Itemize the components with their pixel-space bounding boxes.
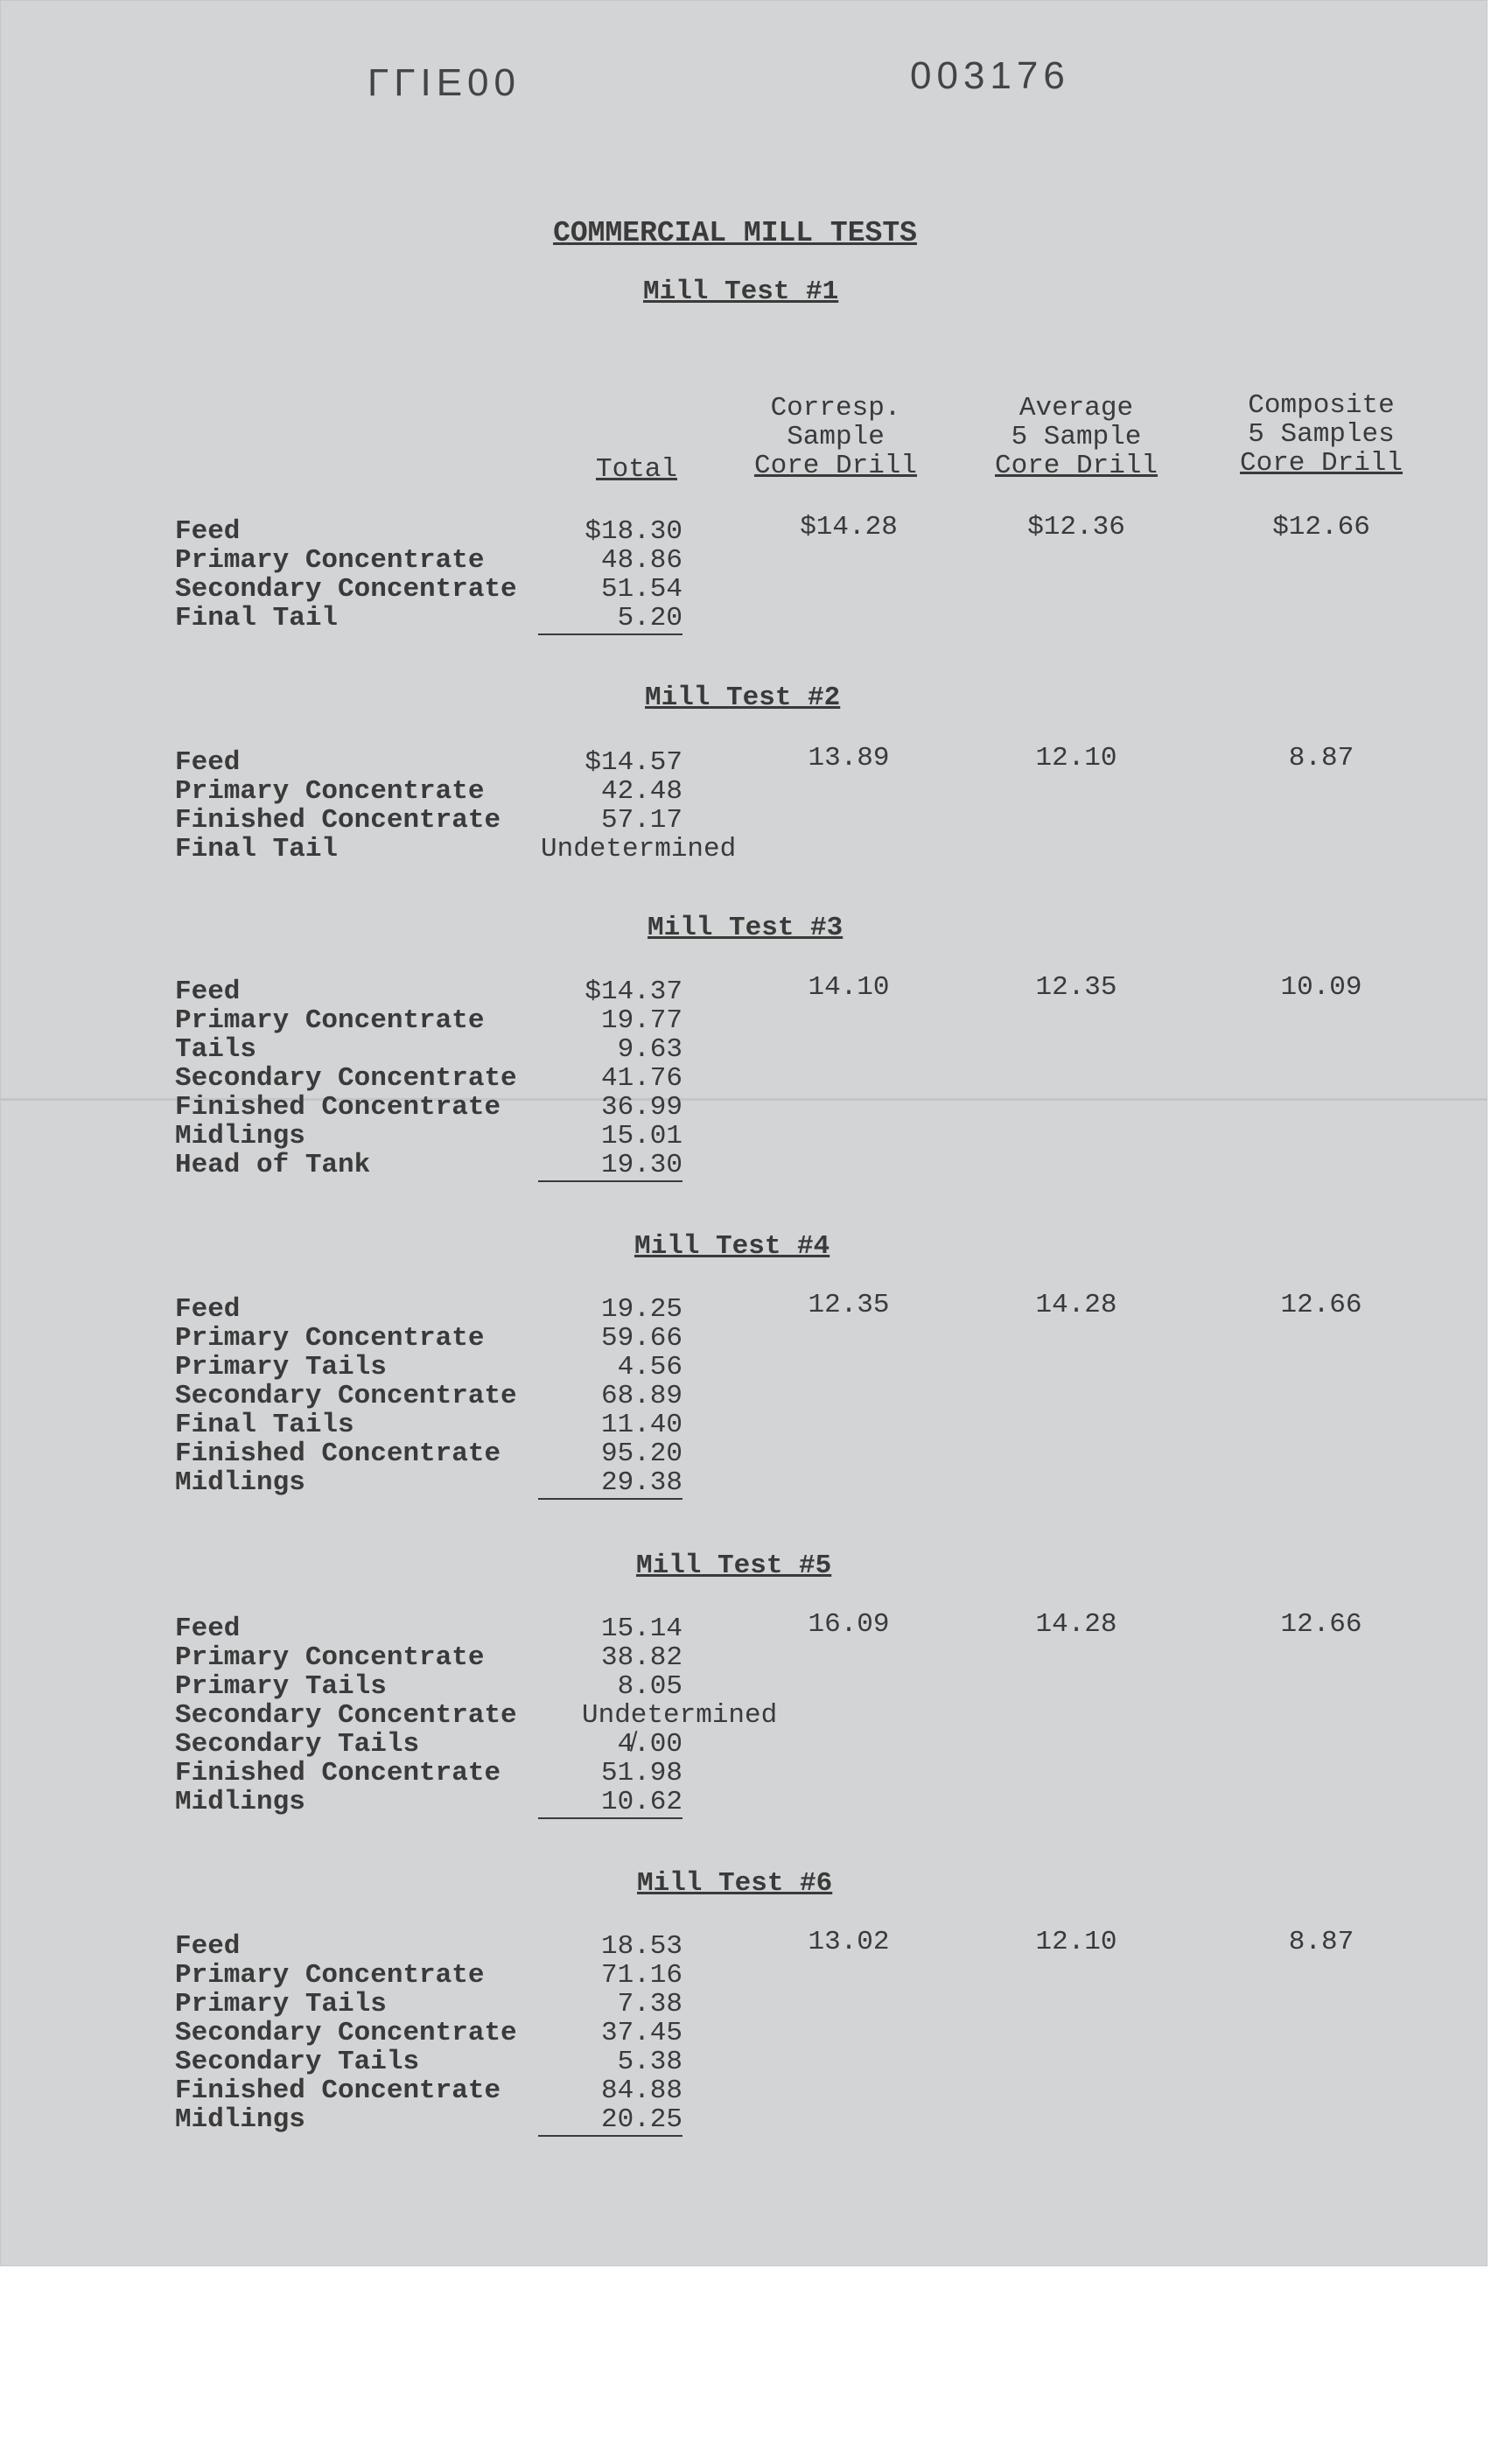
page-title: COMMERCIAL MILL TESTS <box>553 217 917 249</box>
row-total: 48.86 <box>600 545 682 576</box>
row-total: $14.57 <box>584 747 682 778</box>
row-label: Primary Concentrate <box>175 545 485 576</box>
value-average: $12.36 <box>1027 512 1125 542</box>
row-label: Primary Concentrate <box>175 1960 485 1991</box>
row-label: Feed <box>175 1294 241 1325</box>
row-total: 41.76 <box>600 1063 682 1094</box>
row-total: 9.63 <box>617 1034 682 1065</box>
column-header-average: Average 5 Sample Core Drill <box>994 393 1158 481</box>
row-label: Primary Concentrate <box>175 776 485 807</box>
row-total: 68.89 <box>600 1381 682 1411</box>
row-label: Head of Tank <box>175 1150 371 1180</box>
value-composite: 10.09 <box>1280 972 1362 1003</box>
row-label: Primary Concentrate <box>175 1323 485 1354</box>
value-average: 12.35 <box>1035 972 1117 1003</box>
row-total: 20.25 <box>538 2104 682 2137</box>
value-average: 14.28 <box>1035 1609 1117 1640</box>
row-total: 36.99 <box>600 1092 682 1123</box>
row-total: 84.88 <box>600 2076 682 2106</box>
row-label: Finished Concentrate <box>175 1092 501 1123</box>
value-composite: 12.66 <box>1280 1609 1362 1640</box>
row-label: Secondary Concentrate <box>175 1381 517 1411</box>
row-total: 4.56 <box>617 1352 682 1382</box>
stamp-number-left: ΓΓΙΕ00 <box>368 61 521 104</box>
column-header-composite: Composite 5 Samples Core Drill <box>1239 390 1404 479</box>
mill-test-heading: Mill Test #6 <box>637 1868 833 1899</box>
row-label: Midlings <box>175 1467 305 1498</box>
row-total: 19.30 <box>538 1150 682 1182</box>
mill-test-heading: Mill Test #4 <box>634 1231 830 1262</box>
value-corresp: 13.02 <box>808 1927 890 1957</box>
value-composite: 8.87 <box>1288 743 1354 774</box>
row-label: Primary Concentrate <box>175 1005 485 1036</box>
value-composite: $12.66 <box>1272 512 1370 542</box>
row-label: Secondary Tails <box>175 1729 420 1760</box>
row-label: Secondary Concentrate <box>175 574 517 605</box>
row-label: Midlings <box>175 2104 305 2135</box>
row-total: 15.14 <box>600 1614 682 1644</box>
row-label: Secondary Concentrate <box>175 1063 517 1094</box>
row-label: Feed <box>175 516 241 547</box>
row-total: 8.05 <box>617 1671 682 1702</box>
row-total: Undetermined <box>582 1700 778 1731</box>
mill-test-heading: Mill Test #2 <box>645 682 841 713</box>
row-label: Feed <box>175 1931 241 1962</box>
row-total: 5.20 <box>538 603 682 635</box>
row-label: Primary Concentrate <box>175 1642 485 1673</box>
row-total: 10.62 <box>538 1787 682 1819</box>
row-total: 19.25 <box>600 1294 682 1325</box>
mill-test-heading: Mill Test #1 <box>643 276 839 307</box>
row-total: 7.38 <box>617 1989 682 2020</box>
value-composite: 8.87 <box>1288 1927 1354 1957</box>
row-total: 38.82 <box>600 1642 682 1673</box>
column-header-corresp: Corresp. Sample Core Drill <box>753 393 918 481</box>
row-total: 59.66 <box>600 1323 682 1354</box>
value-average: 12.10 <box>1035 1927 1117 1957</box>
stamp-number-right: 003176 <box>910 54 1070 97</box>
row-label: Midlings <box>175 1787 305 1817</box>
row-label: Finished Concentrate <box>175 805 501 836</box>
row-total: 51.54 <box>600 574 682 605</box>
row-total: 5.38 <box>617 2047 682 2077</box>
row-label: Tails <box>175 1034 257 1065</box>
row-total: 71.16 <box>600 1960 682 1991</box>
row-label: Secondary Tails <box>175 2047 420 2077</box>
row-label: Primary Tails <box>175 1352 387 1382</box>
value-average: 12.10 <box>1035 743 1117 774</box>
row-label: Primary Tails <box>175 1989 387 2020</box>
row-label: Secondary Concentrate <box>175 1700 517 1731</box>
row-total: 51.98 <box>600 1758 682 1788</box>
row-total: 29.38 <box>538 1467 682 1500</box>
row-total: Undetermined <box>541 834 737 864</box>
row-total: 95.20 <box>600 1438 682 1469</box>
row-label: Feed <box>175 747 241 778</box>
row-total: 37.45 <box>600 2018 682 2048</box>
row-label: Final Tails <box>175 1410 354 1440</box>
value-composite: 12.66 <box>1280 1290 1362 1320</box>
mill-test-heading: Mill Test #5 <box>636 1550 832 1581</box>
row-label: Primary Tails <box>175 1671 387 1702</box>
row-total: 19.77 <box>600 1005 682 1036</box>
row-label: Finished Concentrate <box>175 1438 501 1469</box>
row-label: Final Tail <box>175 603 339 634</box>
value-corresp: 16.09 <box>808 1609 890 1640</box>
row-total: 42.48 <box>600 776 682 807</box>
row-total: 15.01 <box>600 1121 682 1152</box>
row-total: 11.40 <box>600 1410 682 1440</box>
row-total: 57.17 <box>600 805 682 836</box>
value-corresp: 13.89 <box>808 743 890 774</box>
row-total: $18.30 <box>584 516 682 547</box>
row-label: Midlings <box>175 1121 305 1152</box>
value-corresp: $14.28 <box>800 512 898 542</box>
value-corresp: 12.35 <box>808 1290 890 1320</box>
row-total: 18.53 <box>600 1931 682 1962</box>
row-total: $14.37 <box>584 976 682 1007</box>
row-label: Feed <box>175 1614 241 1644</box>
row-label: Finished Concentrate <box>175 1758 501 1788</box>
row-label: Final Tail <box>175 834 339 864</box>
row-label: Finished Concentrate <box>175 2076 501 2106</box>
value-corresp: 14.10 <box>808 972 890 1003</box>
row-label: Secondary Concentrate <box>175 2018 517 2048</box>
row-total: 4̸.00 <box>617 1729 682 1760</box>
value-average: 14.28 <box>1035 1290 1117 1320</box>
row-label: Feed <box>175 976 241 1007</box>
mill-test-heading: Mill Test #3 <box>648 913 844 943</box>
column-header-total: Total <box>595 454 677 485</box>
